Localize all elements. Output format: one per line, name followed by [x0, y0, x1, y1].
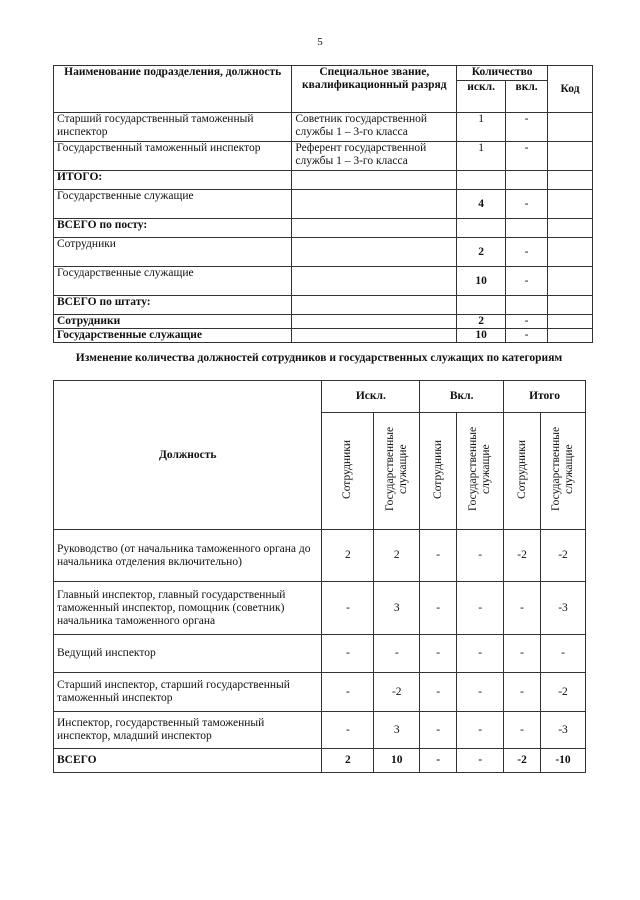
- value-cell: -: [504, 582, 541, 635]
- page-number: 5: [317, 36, 323, 48]
- value-cell: -: [457, 635, 504, 673]
- excl-value: 1: [457, 142, 506, 171]
- table-row: [54, 530, 586, 582]
- subheader-label: Государственные служащие: [383, 426, 409, 512]
- rank: [292, 238, 457, 267]
- value-cell: -2: [504, 749, 541, 773]
- excl-value: 10: [457, 267, 506, 296]
- code-value: [548, 219, 593, 238]
- header-quantity: Количество: [457, 66, 548, 81]
- value-cell: -3: [541, 582, 586, 635]
- position-name: Государственные служащие: [54, 267, 292, 296]
- incl-value: -: [506, 238, 548, 267]
- table-row: [54, 113, 593, 142]
- excl-value: 1: [457, 113, 506, 142]
- header-incl: вкл.: [506, 81, 548, 113]
- value-cell: -: [374, 635, 420, 673]
- header-group-incl: Вкл.: [420, 381, 504, 413]
- value-cell: 2: [322, 749, 374, 773]
- rank: [292, 219, 457, 238]
- value-cell: -: [420, 749, 457, 773]
- position-name: Ведущий инспектор: [54, 635, 322, 673]
- excl-value: 2: [457, 315, 506, 329]
- excl-value: 10: [457, 329, 506, 343]
- value-cell: -: [322, 673, 374, 712]
- rank: [292, 296, 457, 315]
- code-value: [548, 296, 593, 315]
- value-cell: 2: [322, 530, 374, 582]
- position-name: ВСЕГО: [54, 749, 322, 773]
- incl-value: -: [506, 142, 548, 171]
- code-value: [548, 329, 593, 343]
- code-value: [548, 171, 593, 190]
- subheader-employees-excl: [322, 413, 374, 530]
- incl-value: [506, 171, 548, 190]
- code-value: [548, 190, 593, 219]
- value-cell: -: [322, 712, 374, 749]
- rank: [292, 315, 457, 329]
- subheader-employees-incl: [420, 413, 457, 530]
- incl-value: [506, 296, 548, 315]
- position-name: Сотрудники: [54, 238, 292, 267]
- value-cell: -: [420, 582, 457, 635]
- section-title: Изменение количества должностей сотрудников и государственных служащих по категориям: [75, 352, 563, 364]
- position-name: Государственные служащие: [54, 329, 292, 343]
- value-cell: -: [457, 673, 504, 712]
- position-name: ИТОГО:: [54, 171, 292, 190]
- rank: [292, 190, 457, 219]
- value-cell: -: [504, 673, 541, 712]
- value-cell: -: [504, 712, 541, 749]
- subheader-label: Сотрудники: [515, 439, 528, 499]
- value-cell: -: [457, 530, 504, 582]
- header-group-excl: Искл.: [322, 381, 420, 413]
- value-cell: -: [504, 635, 541, 673]
- rank: Советник государственной службы 1 – 3-го класса: [292, 113, 457, 142]
- value-cell: -2: [504, 530, 541, 582]
- header-position: Должность: [54, 381, 322, 530]
- header-group-total: Итого: [504, 381, 586, 413]
- incl-value: -: [506, 329, 548, 343]
- value-cell: -: [420, 635, 457, 673]
- code-value: [548, 113, 593, 142]
- subheader-label: Сотрудники: [431, 439, 444, 499]
- subheader-employees-total: [504, 413, 541, 530]
- table-row: [54, 238, 593, 267]
- position-name: Руководство (от начальника таможенного органа до начальника отделения включительно): [54, 530, 322, 582]
- position-name: Инспектор, государственный таможенный инспектор, младший инспектор: [54, 712, 322, 749]
- value-cell: -2: [541, 673, 586, 712]
- rank: [292, 171, 457, 190]
- position-name: Сотрудники: [54, 315, 292, 329]
- subheader-label: Сотрудники: [341, 439, 354, 499]
- excl-value: [457, 219, 506, 238]
- rank: [292, 329, 457, 343]
- subheader-civil-excl: [374, 413, 420, 530]
- table-row: [54, 219, 593, 238]
- position-name: Государственный таможенный инспектор: [54, 142, 292, 171]
- value-cell: -3: [541, 712, 586, 749]
- table-row: [54, 171, 593, 190]
- subheader-label: Государственные служащие: [550, 426, 575, 512]
- header-rank: Специальное звание, квалификационный разряд: [292, 66, 457, 113]
- value-cell: -: [457, 712, 504, 749]
- position-name: ВСЕГО по штату:: [54, 296, 292, 315]
- value-cell: -2: [374, 673, 420, 712]
- header-position-name: Наименование подразделения, должность: [54, 66, 292, 113]
- position-name: Главный инспектор, главный государственный таможенный инспектор, помощник (советник) начальника таможенного органа: [54, 582, 322, 635]
- position-name: ВСЕГО по посту:: [54, 219, 292, 238]
- value-cell: -: [420, 530, 457, 582]
- table-row: [54, 635, 586, 673]
- table-row: [54, 315, 593, 329]
- position-name: Старший государственный таможенный инспектор: [54, 113, 292, 142]
- code-value: [548, 142, 593, 171]
- value-cell: -: [322, 582, 374, 635]
- header-excl: искл.: [457, 81, 506, 113]
- table-row: [54, 582, 586, 635]
- value-cell: 3: [374, 712, 420, 749]
- incl-value: [506, 219, 548, 238]
- excl-value: 2: [457, 238, 506, 267]
- table-row: [54, 329, 593, 343]
- subheader-civil-incl: [457, 413, 504, 530]
- value-cell: -: [457, 749, 504, 773]
- value-cell: -10: [541, 749, 586, 773]
- table-row-total: [54, 749, 586, 773]
- table-row: [54, 712, 586, 749]
- value-cell: 3: [374, 582, 420, 635]
- table-row: [54, 142, 593, 171]
- value-cell: -: [541, 635, 586, 673]
- excl-value: [457, 171, 506, 190]
- incl-value: -: [506, 315, 548, 329]
- table-row: [54, 190, 593, 219]
- subheader-civil-total: [541, 413, 586, 530]
- excl-value: [457, 296, 506, 315]
- position-name: Старший инспектор, старший государственный таможенный инспектор: [54, 673, 322, 712]
- value-cell: -: [420, 712, 457, 749]
- rank: [292, 267, 457, 296]
- value-cell: 10: [374, 749, 420, 773]
- table-row: [54, 267, 593, 296]
- code-value: [548, 315, 593, 329]
- table-row: [54, 296, 593, 315]
- value-cell: -: [457, 582, 504, 635]
- code-value: [548, 267, 593, 296]
- rank: Референт государственной службы 1 – 3-го класса: [292, 142, 457, 171]
- code-value: [548, 238, 593, 267]
- value-cell: -2: [541, 530, 586, 582]
- value-cell: -: [420, 673, 457, 712]
- incl-value: -: [506, 267, 548, 296]
- value-cell: 2: [374, 530, 420, 582]
- excl-value: 4: [457, 190, 506, 219]
- staff-positions-table: [53, 65, 593, 343]
- incl-value: -: [506, 113, 548, 142]
- position-name: Государственные служащие: [54, 190, 292, 219]
- header-code: Код: [548, 66, 593, 113]
- category-changes-table: [53, 380, 586, 773]
- value-cell: -: [322, 635, 374, 673]
- incl-value: -: [506, 190, 548, 219]
- table-row: [54, 673, 586, 712]
- subheader-label: Государственные служащие: [467, 426, 493, 512]
